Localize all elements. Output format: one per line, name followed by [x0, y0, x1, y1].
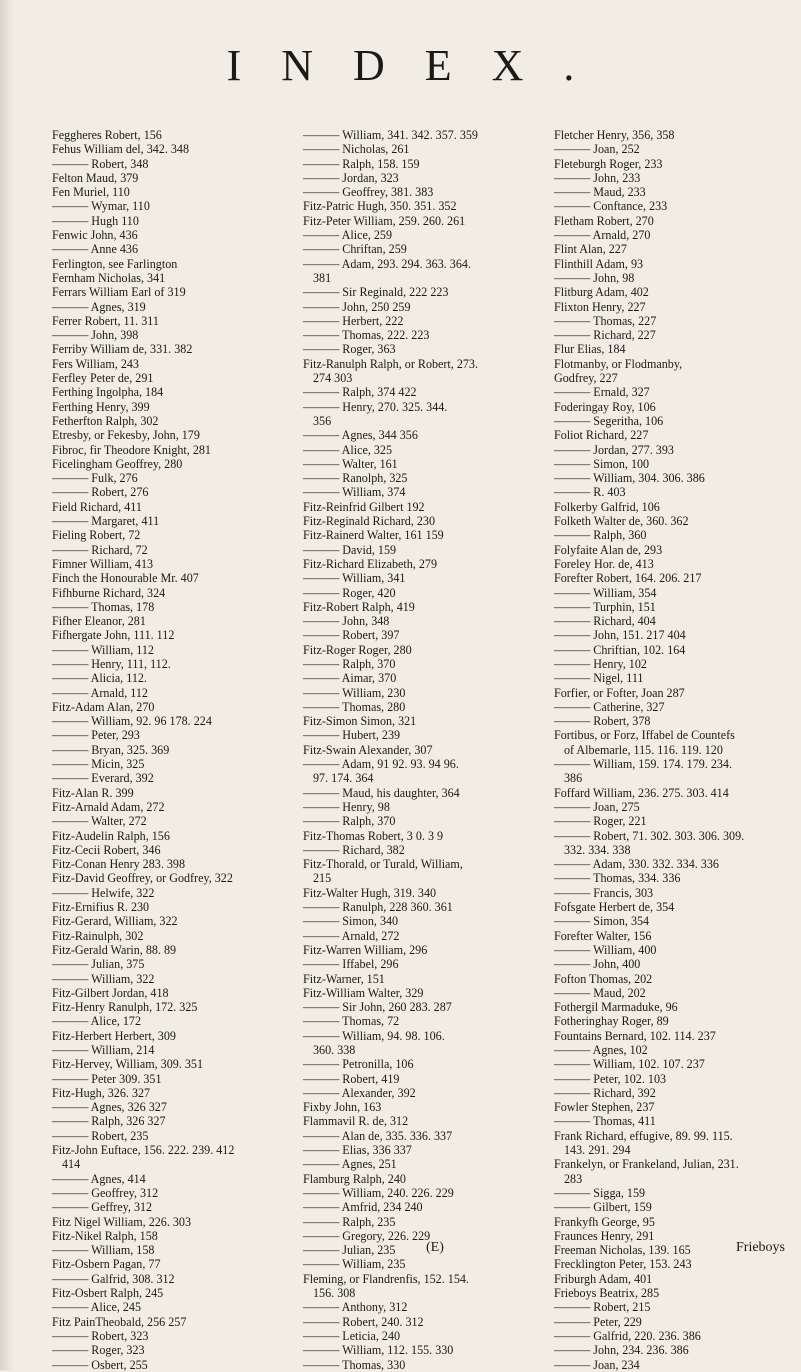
index-entry: of Albemarle, 115. 116. 119. 120	[564, 742, 723, 757]
index-entry: Field Richard, 411	[52, 499, 142, 514]
index-entry: ——— William, 112. 155. 330	[303, 1343, 454, 1358]
index-entry: Fitz-Walter Hugh, 319. 340	[303, 885, 437, 900]
index-entry: ——— Leticia, 240	[303, 1328, 401, 1343]
index-entry: ——— Robert, 419	[303, 1071, 400, 1086]
index-entry: ——— William, 112	[52, 642, 154, 657]
index-entry: ——— Geoffrey, 312	[52, 1185, 159, 1200]
index-entry: ——— Francis, 303	[554, 885, 654, 900]
index-entry: Fitz-William Walter, 329	[303, 985, 424, 1000]
index-entry: Fitz-Henry Ranulph, 172. 325	[52, 1000, 198, 1015]
index-entry: ——— Sir Reginald, 222 223	[303, 285, 449, 300]
index-entry: Fitz-John Euftace, 156. 222. 239. 412	[52, 1143, 235, 1158]
index-entry: Finch the Honourable Mr. 407	[52, 571, 199, 586]
index-entry: ——— Roger, 363	[303, 342, 396, 357]
index-entry: 215	[313, 871, 332, 886]
index-entry: Ferrars William Earl of 319	[52, 285, 186, 300]
index-entry: ——— Robert, 323	[52, 1328, 149, 1343]
page-title: INDEX.	[226, 41, 615, 90]
index-entry: ——— Turphin, 151	[554, 599, 656, 614]
index-entry: ——— Alice, 259	[303, 228, 393, 243]
index-entry: 283	[564, 1171, 583, 1186]
index-entry: ——— Agnes, 344 356	[303, 428, 418, 443]
index-entry: ——— Fulk, 276	[52, 471, 138, 486]
index-entry: 332. 334. 338	[564, 842, 631, 857]
index-entry: Fitz-Conan Henry 283. 398	[52, 857, 186, 872]
index-entry: ——— John, 98	[554, 270, 635, 285]
index-entry: ——— Gilbert, 159	[554, 1200, 652, 1215]
index-entry: Fitz-Adam Alan, 270	[52, 699, 155, 714]
index-entry: ——— Iffabel, 296	[303, 957, 399, 972]
index-entry: ——— Henry, 102	[554, 656, 647, 671]
index-entry: ——— Simon, 340	[303, 914, 399, 929]
index-entry: Ferthing Henry, 399	[52, 399, 150, 414]
index-entry: Ficelingham Geoffrey, 280	[52, 456, 183, 471]
index-entry: ——— John, 398	[52, 328, 139, 343]
index-entry: ——— Maud, his daughter, 364	[303, 785, 460, 800]
index-entry: ——— Walter, 161	[303, 456, 398, 471]
index-entry: Folketh Walter de, 360. 362	[554, 514, 689, 529]
index-entry: Fifher Eleanor, 281	[52, 614, 146, 629]
index-entry: ——— Alice, 245	[52, 1300, 142, 1315]
index-entry: Forfier, or Fofter, Joan 287	[554, 685, 685, 700]
index-entry: ——— Robert, 71. 302. 303. 306. 309.	[554, 828, 745, 843]
index-entry: ——— Robert, 240. 312	[303, 1314, 424, 1329]
index-entry: Feggheres Robert, 156	[52, 128, 162, 142]
index-entry: ——— Richard, 227	[554, 328, 656, 343]
index-entry: ——— Julian, 375	[52, 957, 145, 972]
index-entry: Fraunces Henry, 291	[554, 1228, 655, 1243]
index-entry: ——— Thomas, 411	[554, 1114, 656, 1129]
index-entry: Frank Richard, effugive, 89. 99. 115.	[554, 1128, 733, 1143]
index-entry: Fitz-Simon Simon, 321	[303, 714, 417, 729]
index-entry: ——— Adam, 91 92. 93. 94 96.	[303, 757, 459, 772]
index-entry: Fieling Robert, 72	[52, 528, 141, 543]
index-entry: ——— John, 250 259	[303, 299, 411, 314]
index-entry: Fortibus, or Forz, Iffabel de Countefs	[554, 728, 735, 743]
index-entry: Frieboys Beatrix, 285	[554, 1286, 660, 1301]
index-entry: Fitz-Gerard, William, 322	[52, 914, 178, 929]
index-entry: Frankyfh George, 95	[554, 1214, 655, 1229]
index-entry: Fitz-Gerald Warin, 88. 89	[52, 942, 177, 957]
index-entry: ——— William, 92. 96 178. 224	[52, 714, 212, 729]
index-entry: ——— Ralph, 158. 159	[303, 156, 420, 171]
index-entry: ——— William, 240. 226. 229	[303, 1185, 454, 1200]
index-entry: ——— William, 341. 342. 357. 359	[303, 128, 478, 142]
index-entry: ——— Petronilla, 106	[303, 1057, 414, 1072]
index-entry: Flitburg Adam, 402	[554, 285, 649, 300]
index-entry: ——— Catherine, 327	[554, 699, 665, 714]
index-entry: Fitz Nigel William, 226. 303	[52, 1214, 192, 1229]
index-entry: ——— William, 159. 174. 179. 234.	[554, 757, 733, 772]
index-entry: ——— Ralph, 370	[303, 656, 396, 671]
index-entry: ——— Micin, 325	[52, 757, 145, 772]
index-entry: Fletcher Henry, 356, 358	[554, 128, 675, 142]
index-entry: ——— Nigel, 111	[554, 671, 644, 686]
index-entry: ——— William, 230	[303, 685, 406, 700]
index-entry: ——— William, 400	[554, 942, 657, 957]
index-entry: Ferriby William de, 331. 382	[52, 342, 193, 357]
index-entry: ——— Joan, 275	[554, 799, 640, 814]
index-entry: Fitz-Rainulph, 302	[52, 928, 144, 943]
index-entry: Fers William, 243	[52, 356, 139, 371]
index-entry: Fetherfton Ralph, 302	[52, 413, 159, 428]
index-entry: ——— Anne 436	[52, 242, 138, 257]
index-entry: Fitz-Ernifius R. 230	[52, 900, 150, 915]
index-entry: ——— Thomas, 280	[303, 699, 406, 714]
index-entry: ——— Agnes, 414	[52, 1171, 146, 1186]
index-entry: Frecklington Peter, 153. 243	[554, 1257, 692, 1272]
index-entry: ——— William, 341	[303, 571, 406, 586]
index-entry: ——— Simon, 354	[554, 914, 650, 929]
index-entry: ——— Thomas, 72	[303, 1014, 400, 1029]
index-column-left	[52, 128, 289, 1372]
index-entry: ——— Richard, 382	[303, 842, 405, 857]
index-entry: Fitz-Reginald Richard, 230	[303, 514, 435, 529]
index-entry: ——— Thomas, 227	[554, 313, 657, 328]
index-entry: Fixby John, 163	[303, 1100, 382, 1115]
index-entry: ——— Henry, 98	[303, 799, 390, 814]
index-entry: Fotheringhay Roger, 89	[554, 1014, 669, 1029]
index-entry: Fitz-Herbert Herbert, 309	[52, 1028, 176, 1043]
index-entry: ——— Jordan, 277. 393	[554, 442, 674, 457]
index-entry: Fitz PainTheobald, 256 257	[52, 1314, 187, 1329]
index-entry: ——— Margaret, 411	[52, 514, 160, 529]
index-entry: Friburgh Adam, 401	[554, 1271, 653, 1286]
index-entry: ——— Richard, 72	[52, 542, 148, 557]
page-binding-shadow	[0, 0, 14, 1370]
index-entry: Fountains Bernard, 102. 114. 237	[554, 1028, 716, 1043]
index-entry: Fitz-Richard Elizabeth, 279	[303, 556, 437, 571]
index-entry: ——— Robert, 397	[303, 628, 400, 643]
index-entry: Fitz-Warner, 151	[303, 971, 385, 986]
index-entry: ——— William, 322	[52, 971, 155, 986]
index-entry: ——— Ralph, 370	[303, 814, 396, 829]
index-entry: ——— Bryan, 325. 369	[52, 742, 170, 757]
index-entry: ——— Henry, 270. 325. 344.	[303, 399, 448, 414]
index-entry: ——— William, 354	[554, 585, 657, 600]
index-entry: ——— Peter, 102. 103	[554, 1071, 667, 1086]
index-entry: Felton Maud, 379	[52, 170, 139, 185]
index-entry: Foreley Hor. de, 413	[554, 556, 654, 571]
index-entry: ——— Ralph, 235	[303, 1214, 396, 1229]
index-entry: Forefter Walter, 156	[554, 928, 652, 943]
index-entry: ——— Joan, 234	[554, 1357, 640, 1372]
index-entry: Fitz-Peter William, 259. 260. 261	[303, 213, 466, 228]
index-entry: ——— William, 235	[303, 1257, 406, 1272]
index-entry: ——— Julian, 235	[303, 1243, 396, 1258]
index-entry: Fitz-Alan R. 399	[52, 785, 134, 800]
index-entry: ——— Robert, 378	[554, 714, 651, 729]
index-entry: Fitz-Warren William, 296	[303, 942, 428, 957]
index-entry: ——— Ernald, 327	[554, 385, 650, 400]
index-entry: Fernham Nicholas, 341	[52, 270, 166, 285]
index-entry: Fitz-Robert Ralph, 419	[303, 599, 415, 614]
index-entry: Fenwic John, 436	[52, 228, 138, 243]
index-entry: Fleteburgh Roger, 233	[554, 156, 663, 171]
index-entry: Fowler Stephen, 237	[554, 1100, 655, 1115]
index-entry: ——— Helwife, 322	[52, 885, 155, 900]
index-entry: ——— Thomas, 222. 223	[303, 328, 430, 343]
signature-mark: (E)	[426, 1240, 444, 1255]
index-entry: ——— Segeritha, 106	[554, 413, 664, 428]
index-entry: Fitz-Audelin Ralph, 156	[52, 828, 170, 843]
index-entry: Fifhburne Richard, 324	[52, 585, 166, 600]
index-entry: 360. 338	[313, 1043, 356, 1057]
index-entry: Freeman Nicholas, 139. 165	[554, 1243, 691, 1258]
index-entry: ——— Thomas, 330	[303, 1357, 406, 1372]
index-entry: Fothergil Marmaduke, 96	[554, 1000, 678, 1015]
index-entry: ——— Robert, 235	[52, 1128, 149, 1143]
index-entry: Flixton Henry, 227	[554, 299, 646, 314]
index-entry: Frankelyn, or Frankeland, Julian, 231.	[554, 1157, 739, 1172]
index-entry: Ferfley Peter de, 291	[52, 371, 154, 386]
index-entry: ——— William, 94. 98. 106.	[303, 1028, 445, 1043]
index-entry: ——— Hubert, 239	[303, 728, 401, 743]
index-entry: ——— John, 234. 236. 386	[554, 1343, 689, 1358]
index-entry: ——— Agnes, 326 327	[52, 1100, 167, 1115]
index-entry: Fleming, or Flandrenfis, 152. 154.	[303, 1271, 469, 1286]
index-entry: ——— William, 214	[52, 1043, 155, 1057]
index-entry: ——— Galfrid, 308. 312	[52, 1271, 175, 1286]
index-entry: Fitz-Hervey, William, 309. 351	[52, 1057, 203, 1072]
index-column-middle	[303, 128, 540, 1372]
index-entry: 381	[313, 270, 332, 285]
index-column-right	[554, 128, 791, 1372]
index-entry: 274 303	[313, 371, 353, 386]
index-entry: Fitz-Osbert Ralph, 245	[52, 1286, 164, 1301]
index-entry: ——— Ranulph, 228 360. 361	[303, 900, 453, 915]
index-entry: ——— Osbert, 255	[52, 1357, 148, 1372]
index-entry: Ferrer Robert, 11. 311	[52, 313, 159, 328]
index-entry: ——— Amfrid, 234 240	[303, 1200, 423, 1215]
index-entry: Fitz-Rainerd Walter, 161 159	[303, 528, 444, 543]
index-entry: ——— Elias, 336 337	[303, 1143, 412, 1158]
index-entry: Fletham Robert, 270	[554, 213, 654, 228]
index-entry: Fen Muriel, 110	[52, 185, 130, 200]
index-entry: Fofsgate Herbert de, 354	[554, 900, 675, 915]
index-entry: Folkerby Galfrid, 106	[554, 499, 660, 514]
index-entry: ——— Agnes, 319	[52, 299, 146, 314]
index-entry: ——— John, 348	[303, 614, 390, 629]
index-entry: Fitz-Ranulph Ralph, or Robert, 273.	[303, 356, 479, 371]
index-entry: ——— William, 158	[52, 1243, 155, 1258]
index-entry: ——— Peter, 229	[554, 1314, 642, 1329]
index-entry: Ferlington, see Farlington	[52, 256, 178, 271]
index-entry: ——— Geoffrey, 381. 383	[303, 185, 434, 200]
index-entry: ——— Agnes, 251	[303, 1157, 397, 1172]
index-entry: Godfrey, 227	[554, 371, 618, 386]
index-entry: ——— Adam, 293. 294. 363. 364.	[303, 256, 471, 271]
index-entry: ——— Sir John, 260 283. 287	[303, 1000, 452, 1015]
index-entry: ——— Richard, 404	[554, 614, 656, 629]
index-entry: ——— Wymar, 110	[52, 199, 150, 214]
index-entry: ——— Jordan, 323	[303, 170, 399, 185]
index-entry: ——— Peter 309. 351	[52, 1071, 162, 1086]
index-entry: ——— Roger, 420	[303, 585, 396, 600]
index-entry: Fofton Thomas, 202	[554, 971, 653, 986]
index-entry: Flamburg Ralph, 240	[303, 1171, 406, 1186]
index-entry: Flotmanby, or Flodmanby,	[554, 356, 683, 371]
index-entry: ——— Peter, 293	[52, 728, 140, 743]
index-entry: Fitz-Reinfrid Gilbert 192	[303, 499, 425, 514]
index-entry: ——— Maud, 233	[554, 185, 646, 200]
index-entry: ——— Robert, 348	[52, 156, 149, 171]
index-entry: Etresby, or Fekesby, John, 179	[52, 428, 200, 443]
index-entry: ——— Simon, 100	[554, 456, 650, 471]
index-entry: ——— Alan de, 335. 336. 337	[303, 1128, 453, 1143]
index-entry: ——— John, 233	[554, 170, 641, 185]
index-entry: ——— Roger, 323	[52, 1343, 145, 1358]
index-entry: ——— Joan, 252	[554, 142, 640, 157]
index-entry: ——— Everard, 392	[52, 771, 154, 786]
index-entry: ——— Richard, 392	[554, 1085, 656, 1100]
index-entry: ——— Walter, 272	[52, 814, 147, 829]
index-entry: Fitz-Thomas Robert, 3 0. 3 9	[303, 828, 444, 843]
index-entry: 386	[564, 771, 583, 786]
index-entry: ——— Agnes, 102	[554, 1043, 648, 1057]
index-entry: Foffard William, 236. 275. 303. 414	[554, 785, 729, 800]
index-entry: 143. 291. 294	[564, 1143, 631, 1158]
index-entry: ——— Herbert, 222	[303, 313, 404, 328]
index-entry: ——— Gregory, 226. 229	[303, 1228, 431, 1243]
index-entry: Fitz-Nikel Ralph, 158	[52, 1228, 158, 1243]
index-entry: Fitz-Swain Alexander, 307	[303, 742, 433, 757]
index-entry: ——— Geffrey, 312	[52, 1200, 153, 1215]
index-entry: ——— David, 159	[303, 542, 397, 557]
index-entry: Flur Elias, 184	[554, 342, 626, 357]
index-entry: 97. 174. 364	[313, 771, 374, 786]
index-entry: ——— Anthony, 312	[303, 1300, 408, 1315]
index-entry: 414	[62, 1157, 81, 1172]
index-entry: ——— Robert, 276	[52, 485, 149, 500]
catchword: Frieboys	[736, 1240, 785, 1255]
index-entry: Flint Alan, 227	[554, 242, 627, 257]
index-columns	[52, 128, 792, 1372]
index-entry: ——— Alexander, 392	[303, 1085, 416, 1100]
index-entry: ——— Thomas, 334. 336	[554, 871, 681, 886]
index-entry: ——— Ralph, 326 327	[52, 1114, 166, 1129]
index-entry: ——— Aimar, 370	[303, 671, 397, 686]
index-entry: ——— Roger, 221	[554, 814, 647, 829]
index-entry: Foderingay Roy, 106	[554, 399, 656, 414]
index-entry: Fitz-Cecii Robert, 346	[52, 842, 161, 857]
index-entry: ——— Hugh 110	[52, 213, 139, 228]
index-entry: ——— Sigga, 159	[554, 1185, 646, 1200]
index-entry: ——— William, 102. 107. 237	[554, 1057, 705, 1072]
index-entry: Flinthill Adam, 93	[554, 256, 644, 271]
index-entry: ——— Adam, 330. 332. 334. 336	[554, 857, 719, 872]
index-entry: ——— Nicholas, 261	[303, 142, 410, 157]
index-entry: ——— John, 400	[554, 957, 641, 972]
index-entry: ——— Ralph, 374 422	[303, 385, 417, 400]
index-entry: Fitz-Patric Hugh, 350. 351. 352	[303, 199, 457, 214]
index-entry: ——— Ralph, 360	[554, 528, 647, 543]
index-entry: Forefter Robert, 164. 206. 217	[554, 571, 702, 586]
index-entry: ——— Thomas, 178	[52, 599, 155, 614]
index-entry: Fitz-Arnald Adam, 272	[52, 799, 165, 814]
index-entry: Ferthing Ingolpha, 184	[52, 385, 164, 400]
index-entry: ——— Alicia, 112.	[52, 671, 147, 686]
index-entry: ——— Henry, 111, 112.	[52, 656, 171, 671]
index-entry: Fitz-Roger Roger, 280	[303, 642, 412, 657]
index-entry: Fitz-Osbern Pagan, 77	[52, 1257, 161, 1272]
index-entry: ——— Ranolph, 325	[303, 471, 408, 486]
index-entry: 356	[313, 413, 332, 428]
index-entry: ——— Arnald, 272	[303, 928, 400, 943]
index-entry: Flammavil R. de, 312	[303, 1114, 409, 1129]
index-entry: ——— Maud, 202	[554, 985, 646, 1000]
index-entry: ——— Robert, 215	[554, 1300, 651, 1315]
index-entry: ——— Chriftan, 259	[303, 242, 407, 257]
index-entry: Fitz-Hugh, 326. 327	[52, 1085, 151, 1100]
index-entry: ——— Conftance, 233	[554, 199, 668, 214]
index-entry: ——— Arnald, 270	[554, 228, 651, 243]
index-entry: Fifhergate John, 111. 112	[52, 628, 175, 643]
index-entry: Fitz-Thorald, or Turald, William,	[303, 857, 463, 872]
index-entry: Fitz-Gilbert Jordan, 418	[52, 985, 169, 1000]
index-entry: Folyfaite Alan de, 293	[554, 542, 663, 557]
index-entry: Fimner William, 413	[52, 556, 154, 571]
index-entry: ——— Galfrid, 220. 236. 386	[554, 1328, 701, 1343]
index-entry: Foliot Richard, 227	[554, 428, 649, 443]
index-entry: 156. 308	[313, 1286, 356, 1301]
index-entry: Fibroc, fir Theodore Knight, 281	[52, 442, 211, 457]
index-entry: ——— Alice, 325	[303, 442, 393, 457]
index-entry: ——— John, 151. 217 404	[554, 628, 686, 643]
index-entry: ——— Alice, 172	[52, 1014, 142, 1029]
index-entry: ——— Arnald, 112	[52, 685, 148, 700]
index-entry: ——— William, 374	[303, 485, 406, 500]
index-entry: Fitz-David Geoffrey, or Godfrey, 322	[52, 871, 233, 886]
index-entry: ——— William, 304. 306. 386	[554, 471, 705, 486]
index-entry: ——— R. 403	[554, 485, 626, 500]
index-entry: Fehus William del, 342. 348	[52, 142, 190, 157]
index-entry: ——— Chriftian, 102. 164	[554, 642, 686, 657]
